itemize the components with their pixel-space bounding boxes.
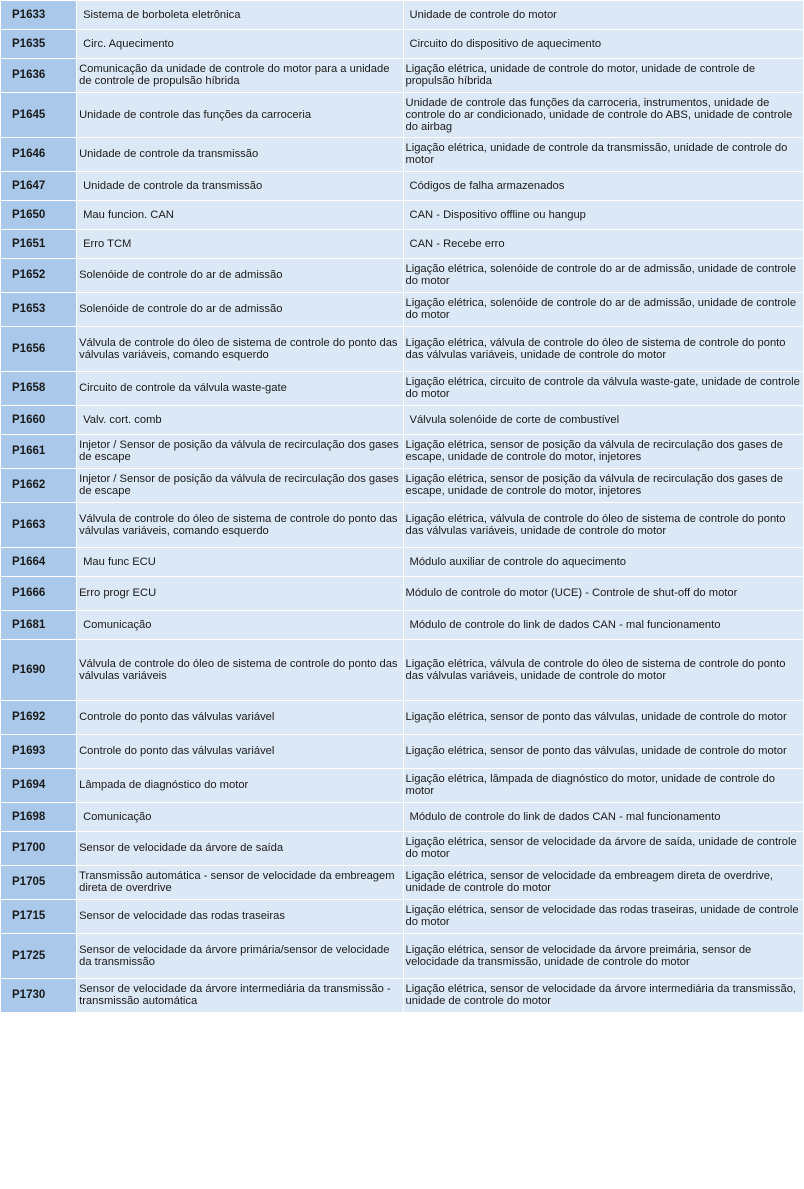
table-row — [1, 201, 803, 229]
fault-code-cell: P1730 — [1, 979, 76, 1012]
description-cell: Sensor de velocidade da árvore primária/sensor de velocidade da transmissão — [77, 934, 402, 978]
description-cell: Mau func ECU — [77, 548, 402, 576]
fault-code-cell: P1663 — [1, 503, 76, 547]
probable-cause-cell: CAN - Dispositivo offline ou hangup — [404, 201, 804, 229]
fault-code-cell: P1650 — [1, 201, 76, 229]
table-row — [1, 1, 803, 29]
description-cell: Válvula de controle do óleo de sistema de controle do ponto das válvulas variáveis — [77, 640, 402, 700]
probable-cause-cell: Módulo de controle do motor (UCE) - Controle de shut-off do motor — [404, 577, 804, 610]
description-cell: Unidade de controle da transmissão — [77, 138, 402, 171]
fault-code-cell: P1666 — [1, 577, 76, 610]
probable-cause-cell: Unidade de controle do motor — [404, 1, 804, 29]
probable-cause-cell: Válvula solenóide de corte de combustível — [404, 406, 804, 434]
description-cell: Unidade de controle das funções da carroceria — [77, 93, 402, 137]
table-row — [1, 230, 803, 258]
table-row — [1, 259, 803, 292]
table-row — [1, 503, 803, 547]
probable-cause-cell: Módulo auxiliar de controle do aquecimento — [404, 548, 804, 576]
fault-code-cell: P1658 — [1, 372, 76, 405]
table-row — [1, 469, 803, 502]
fault-code-rows — [1, 1, 803, 1012]
description-cell: Comunicação — [77, 611, 402, 639]
table-row — [1, 577, 803, 610]
fault-code-cell: P1690 — [1, 640, 76, 700]
fault-code-cell: P1705 — [1, 866, 76, 899]
table-row — [1, 138, 803, 171]
description-cell: Sensor de velocidade das rodas traseiras — [77, 900, 402, 933]
description-cell: Comunicação da unidade de controle do motor para a unidade de controle de propulsão híbrida — [77, 59, 402, 92]
probable-cause-cell: Ligação elétrica, lâmpada de diagnóstico do motor, unidade de controle do motor — [404, 769, 804, 802]
fault-code-cell: P1664 — [1, 548, 76, 576]
fault-code-cell: P1647 — [1, 172, 76, 200]
description-cell: Circuito de controle da válvula waste-gate — [77, 372, 402, 405]
table-row — [1, 93, 803, 137]
probable-cause-cell: Ligação elétrica, sensor de velocidade da árvore intermediária da transmissão, unidade de controle do motor — [404, 979, 804, 1012]
description-cell: Erro progr ECU — [77, 577, 402, 610]
probable-cause-cell: Ligação elétrica, válvula de controle do óleo de sistema de controle do ponto das válvulas variáveis, unidade de controle do motor — [404, 327, 804, 371]
probable-cause-cell: Ligação elétrica, sensor de velocidade das rodas traseiras, unidade de controle do motor — [404, 900, 804, 933]
description-cell: Sistema de borboleta eletrônica — [77, 1, 402, 29]
fault-code-cell: P1725 — [1, 934, 76, 978]
table-row — [1, 832, 803, 865]
probable-cause-cell: Módulo de controle do link de dados CAN - mal funcionamento — [404, 803, 804, 831]
probable-cause-cell: Unidade de controle das funções da carroceria, instrumentos, unidade de controle do ar condicionado, unidade de controle do ABS, unidade de controle do airbag — [404, 93, 804, 137]
description-cell: Circ. Aquecimento — [77, 30, 402, 58]
table-row — [1, 611, 803, 639]
description-cell: Solenóide de controle do ar de admissão — [77, 293, 402, 326]
table-row — [1, 435, 803, 468]
description-cell: Comunicação — [77, 803, 402, 831]
probable-cause-cell: Ligação elétrica, sensor de velocidade da árvore preimária, sensor de velocidade da transmissão, unidade de controle do motor — [404, 934, 804, 978]
description-cell: Válvula de controle do óleo de sistema de controle do ponto das válvulas variáveis, comando esquerdo — [77, 327, 402, 371]
fault-code-cell: P1652 — [1, 259, 76, 292]
table-row — [1, 769, 803, 802]
table-row — [1, 701, 803, 734]
probable-cause-cell: Ligação elétrica, válvula de controle do óleo de sistema de controle do ponto das válvulas variáveis, unidade de controle do motor — [404, 503, 804, 547]
description-cell: Unidade de controle da transmissão — [77, 172, 402, 200]
table-row — [1, 172, 803, 200]
description-cell: Controle do ponto das válvulas variável — [77, 735, 402, 768]
probable-cause-cell: Ligação elétrica, sensor de posição da válvula de recirculação dos gases de escape, unidade de controle do motor, injetores — [404, 469, 804, 502]
description-cell: Injetor / Sensor de posição da válvula de recirculação dos gases de escape — [77, 469, 402, 502]
table-row — [1, 979, 803, 1012]
probable-cause-cell: Ligação elétrica, sensor de ponto das válvulas, unidade de controle do motor — [404, 701, 804, 734]
table-row — [1, 548, 803, 576]
description-cell: Sensor de velocidade da árvore intermediária da transmissão - transmissão automática — [77, 979, 402, 1012]
probable-cause-cell: Ligação elétrica, sensor de ponto das válvulas, unidade de controle do motor — [404, 735, 804, 768]
fault-code-cell: P1653 — [1, 293, 76, 326]
table-row — [1, 30, 803, 58]
probable-cause-cell: Ligação elétrica, solenóide de controle do ar de admissão, unidade de controle do motor — [404, 293, 804, 326]
fault-code-cell: P1681 — [1, 611, 76, 639]
fault-code-cell: P1646 — [1, 138, 76, 171]
description-cell: Sensor de velocidade da árvore de saída — [77, 832, 402, 865]
fault-code-cell: P1694 — [1, 769, 76, 802]
fault-code-cell: P1660 — [1, 406, 76, 434]
table-row — [1, 735, 803, 768]
fault-code-cell: P1661 — [1, 435, 76, 468]
description-cell: Controle do ponto das válvulas variável — [77, 701, 402, 734]
probable-cause-cell: Ligação elétrica, válvula de controle do óleo de sistema de controle do ponto das válvulas variáveis, unidade de controle do motor — [404, 640, 804, 700]
probable-cause-cell: Ligação elétrica, sensor de velocidade da embreagem direta de overdrive, unidade de controle do motor — [404, 866, 804, 899]
fault-code-cell: P1700 — [1, 832, 76, 865]
table-row — [1, 866, 803, 899]
probable-cause-cell: Ligação elétrica, sensor de velocidade da árvore de saída, unidade de controle do motor — [404, 832, 804, 865]
probable-cause-cell: Ligação elétrica, sensor de posição da válvula de recirculação dos gases de escape, unidade de controle do motor, injetores — [404, 435, 804, 468]
description-cell: Mau funcion. CAN — [77, 201, 402, 229]
fault-code-cell: P1651 — [1, 230, 76, 258]
description-cell: Transmissão automática - sensor de velocidade da embreagem direta de overdrive — [77, 866, 402, 899]
description-cell: Solenóide de controle do ar de admissão — [77, 259, 402, 292]
fault-code-cell: P1645 — [1, 93, 76, 137]
fault-code-cell: P1656 — [1, 327, 76, 371]
table-row — [1, 372, 803, 405]
fault-code-cell: P1693 — [1, 735, 76, 768]
probable-cause-cell: Circuito do dispositivo de aquecimento — [404, 30, 804, 58]
table-row — [1, 803, 803, 831]
fault-code-cell: P1698 — [1, 803, 76, 831]
fault-code-cell: P1662 — [1, 469, 76, 502]
probable-cause-cell: Ligação elétrica, circuito de controle da válvula waste-gate, unidade de controle do motor — [404, 372, 804, 405]
probable-cause-cell: Ligação elétrica, unidade de controle da transmissão, unidade de controle do motor — [404, 138, 804, 171]
table-row — [1, 900, 803, 933]
probable-cause-cell: CAN - Recebe erro — [404, 230, 804, 258]
table-row — [1, 934, 803, 978]
probable-cause-cell: Códigos de falha armazenados — [404, 172, 804, 200]
fault-code-cell: P1715 — [1, 900, 76, 933]
table-row — [1, 640, 803, 700]
description-cell: Erro TCM — [77, 230, 402, 258]
fault-code-cell: P1692 — [1, 701, 76, 734]
fault-code-cell: P1635 — [1, 30, 76, 58]
description-cell: Valv. cort. comb — [77, 406, 402, 434]
probable-cause-cell: Módulo de controle do link de dados CAN - mal funcionamento — [404, 611, 804, 639]
table-row — [1, 327, 803, 371]
probable-cause-cell: Ligação elétrica, solenóide de controle do ar de admissão, unidade de controle do motor — [404, 259, 804, 292]
description-cell: Injetor / Sensor de posição da válvula de recirculação dos gases de escape — [77, 435, 402, 468]
probable-cause-cell: Ligação elétrica, unidade de controle do motor, unidade de controle de propulsão híbrida — [404, 59, 804, 92]
fault-code-cell: P1636 — [1, 59, 76, 92]
description-cell: Lâmpada de diagnóstico do motor — [77, 769, 402, 802]
fault-code-cell: P1633 — [1, 1, 76, 29]
table-row — [1, 406, 803, 434]
table-row — [1, 293, 803, 326]
description-cell: Válvula de controle do óleo de sistema de controle do ponto das válvulas variáveis, comando esquerdo — [77, 503, 402, 547]
table-row — [1, 59, 803, 92]
